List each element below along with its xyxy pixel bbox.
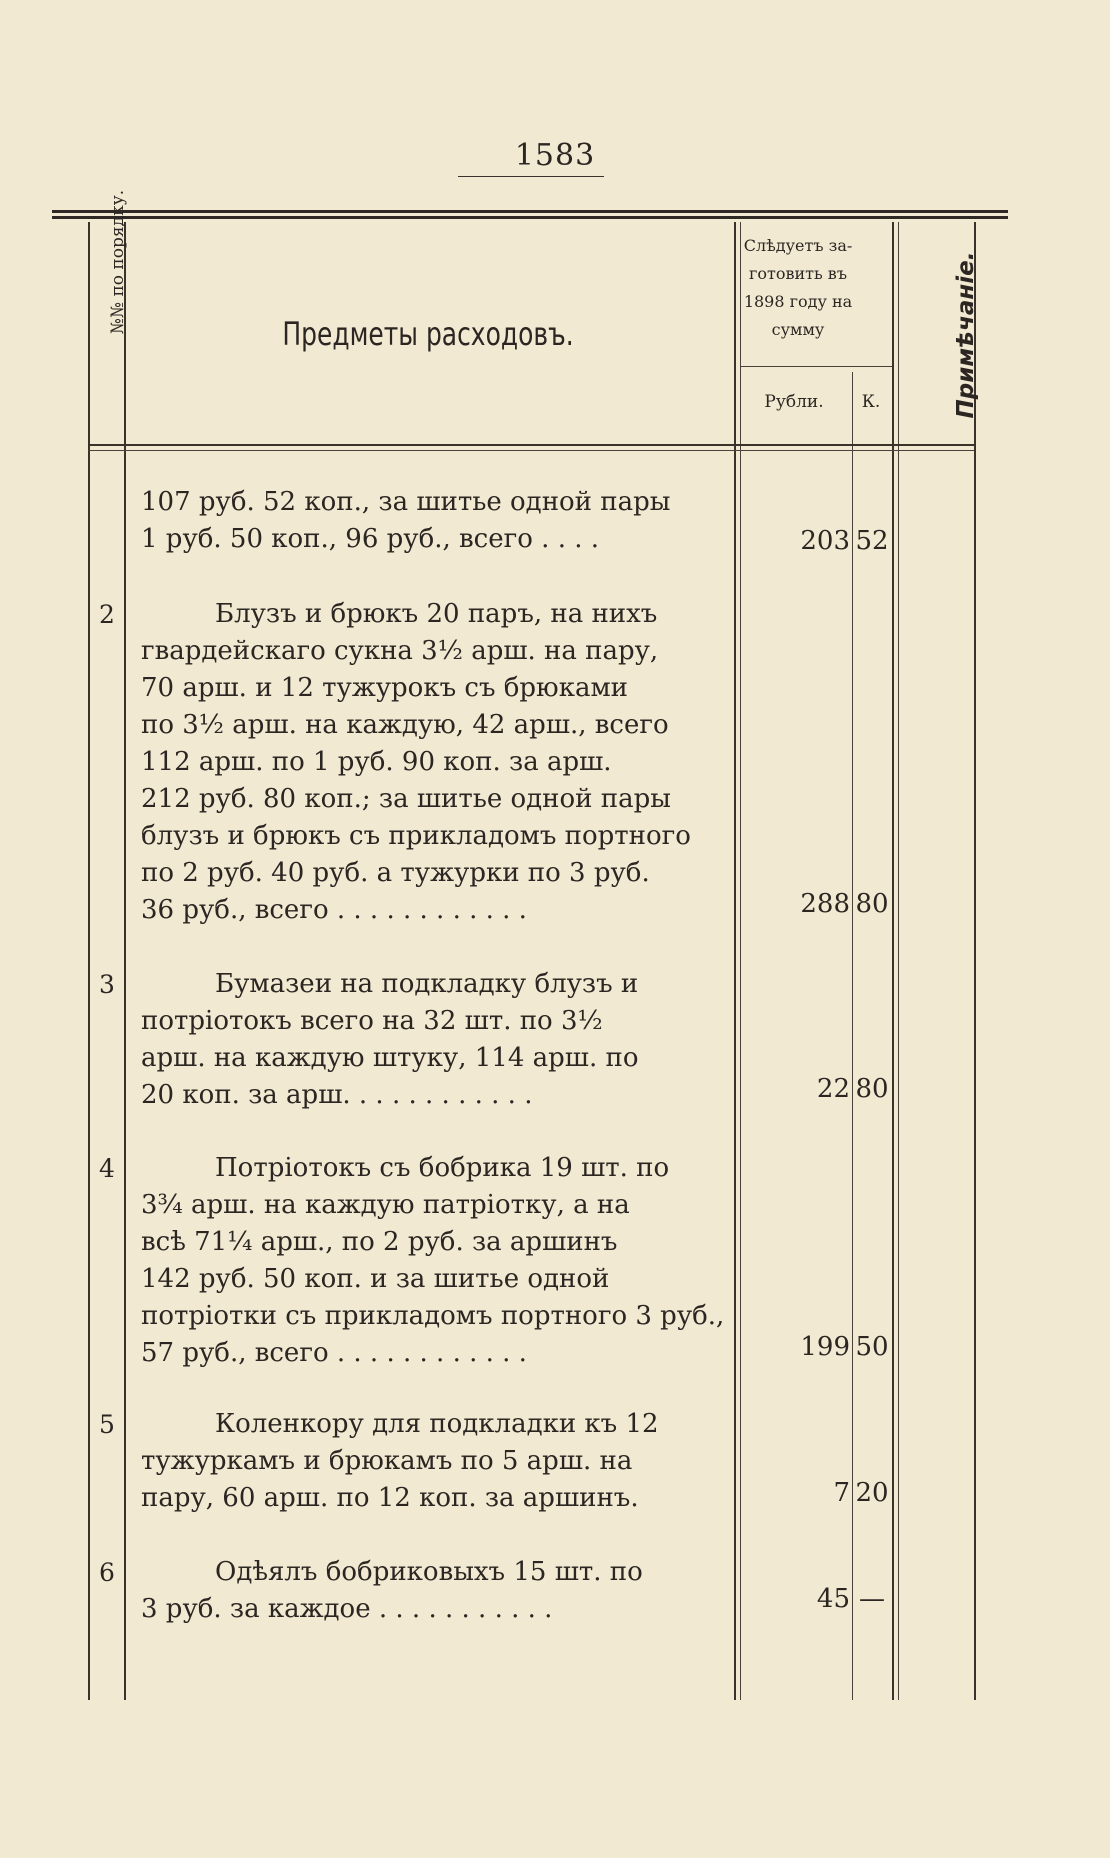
row-rubles: 7 [833, 1478, 850, 1508]
row-number: 6 [99, 1558, 115, 1587]
row-number: 3 [99, 970, 115, 999]
row-rubles: 22 [816, 1074, 850, 1104]
row-rubles: 199 [800, 1332, 850, 1362]
description-line: 36 руб., всего . . . . . . . . . . . . [141, 895, 527, 925]
description-line: 112 арш. по 1 руб. 90 коп. за арш. [141, 747, 612, 777]
description-line: арш. на каждую штуку, 114 арш. по [141, 1043, 639, 1073]
description-line: по 3½ арш. на каждую, 42 арш., всего [141, 710, 669, 740]
header-amount-line: 1898 году на [743, 292, 853, 311]
description-line: тужуркамъ и брюкамъ по 5 арш. на [141, 1446, 633, 1476]
description-line: 57 руб., всего . . . . . . . . . . . . [141, 1338, 527, 1368]
sum-subheader-rule [740, 366, 892, 367]
description-line: 212 руб. 80 коп.; за шитье одной пары [141, 784, 671, 814]
description-line: 3 руб. за каждое . . . . . . . . . . . [141, 1594, 553, 1624]
description-line: 142 руб. 50 коп. и за шитье одной [141, 1264, 610, 1294]
row-description [141, 596, 718, 929]
header-row-number: №№ по порядку. [108, 189, 128, 335]
description-line: всѣ 71¼ арш., по 2 руб. за аршинъ [141, 1227, 618, 1257]
description-line: 70 арш. и 12 тужурокъ съ брюками [141, 673, 628, 703]
description-line: 3¾ арш. на каждую патріотку, а на [141, 1190, 630, 1220]
header-notes: Примѣчаніе. [953, 251, 979, 419]
row-description [141, 966, 718, 1114]
row-kopecks: 80 [855, 1074, 889, 1104]
description-line: по 2 руб. 40 руб. а тужурки по 3 руб. [141, 858, 650, 888]
page-number-rule [458, 176, 604, 177]
row-description [141, 1554, 718, 1628]
row-number: 5 [99, 1410, 115, 1439]
row-kopecks: 52 [855, 526, 889, 556]
header-kopecks: К. [861, 392, 881, 412]
header-amount-line: готовить въ [748, 264, 847, 283]
description-line: Потріотокъ съ бобрика 19 шт. по [215, 1153, 670, 1183]
description-line: пару, 60 арш. по 12 коп. за аршинъ. [141, 1483, 639, 1513]
description-line: гвардейскаго сукна 3½ арш. на пару, [141, 636, 659, 666]
header-bottom-rule-inner [88, 450, 974, 451]
row-description [141, 1150, 725, 1372]
table-top-rule [52, 210, 1008, 219]
table-right-border [974, 222, 976, 1700]
header-bottom-rule [88, 444, 974, 446]
description-line: потріотки съ прикладомъ портного 3 руб., [141, 1301, 725, 1331]
header-rubles: Рубли. [764, 392, 824, 412]
description-line: Блузъ и брюкъ 20 паръ, на нихъ [215, 599, 658, 629]
header-amount [734, 232, 862, 344]
row-number: 2 [99, 600, 115, 629]
description-line: блузъ и брюкъ съ прикладомъ портного [141, 821, 691, 851]
description-line: 1 руб. 50 коп., 96 руб., всего . . . . [141, 524, 600, 554]
header-amount-line: Слѣдуетъ за- [743, 236, 853, 255]
row-rubles: 45 [816, 1584, 850, 1614]
row-kopecks: — [859, 1584, 885, 1614]
row-description [141, 484, 718, 558]
row-description [141, 1406, 718, 1517]
description-line: потріотокъ всего на 32 шт. по 3½ [141, 1006, 603, 1036]
description-line: 20 коп. за арш. . . . . . . . . . . . [141, 1080, 533, 1110]
description-line: Одѣялъ бобриковыхъ 15 шт. по [215, 1557, 643, 1587]
row-rubles: 288 [800, 889, 850, 919]
header-amount-line: сумму [771, 320, 825, 339]
description-line: Коленкору для подкладки къ 12 [215, 1409, 659, 1439]
rub-kop-divider [852, 372, 853, 1700]
row-kopecks: 50 [855, 1332, 889, 1362]
row-rubles: 203 [800, 526, 850, 556]
row-number: 4 [99, 1154, 115, 1183]
row-kopecks: 20 [855, 1478, 889, 1508]
header-expense-items: Предметы расходовъ. [282, 315, 574, 353]
row-kopecks: 80 [855, 889, 889, 919]
description-line: Бумазеи на подкладку блузъ и [215, 969, 639, 999]
description-line: 107 руб. 52 коп., за шитье одной пары [141, 487, 671, 517]
page-number: 1583 [514, 138, 596, 173]
